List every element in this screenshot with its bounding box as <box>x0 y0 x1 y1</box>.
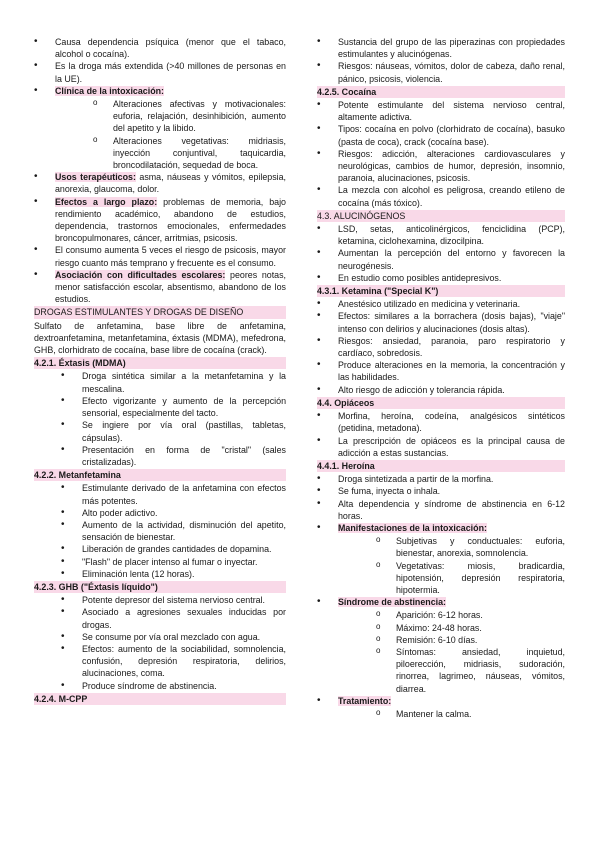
list-item: • Se consume por vía oral mezclado con agua. <box>34 631 286 643</box>
list-item: • Aumentan la percepción del entorno y favorecen la neurogénesis. <box>317 247 565 271</box>
asociacion-label: Asociación con dificultades escolares: <box>55 269 226 280</box>
sub-list-item: o Mantener la calma. <box>338 708 565 720</box>
left-column <box>34 36 286 706</box>
heading-extasis: 4.2.1. Éxtasis (MDMA) <box>34 357 286 369</box>
list-item: • Presentación en forma de "cristal" (sales cristalizadas). <box>34 444 286 468</box>
heading-mcpp: 4.2.4. M-CPP <box>34 693 286 705</box>
list-item <box>317 695 565 720</box>
sub-list-item: o Alteraciones vegetativas: midriasis, inyección conjuntival, taquicardia, broncodilatación, sequedad de boca. <box>55 135 286 172</box>
list-item: • Riesgos: ansiedad, paranoia, paro respiratorio y cardíaco, sobredosis. <box>317 335 565 359</box>
list-item <box>34 269 286 306</box>
list-item: • LSD, setas, anticolinérgicos, fenciclidina (PCP), ketamina, ciclohexamina, dizocilpina. <box>317 223 565 247</box>
cannabis-bullets <box>34 36 286 305</box>
right-column <box>317 36 565 720</box>
list-item <box>34 171 286 195</box>
mcpp-list <box>317 36 565 85</box>
list-item: • Produce alteraciones en la memoria, la concentración y las habilidades. <box>317 359 565 383</box>
list-item: • Anestésico utilizado en medicina y veterinaria. <box>317 298 565 310</box>
manifestaciones-sublist <box>338 535 565 596</box>
list-item: • Riesgos: náuseas, vómitos, dolor de cabeza, daño renal, pánico, psicosis, violencia. <box>317 60 565 84</box>
list-item: • Causa dependencia psíquica (menor que el tabaco, alcohol o cocaína). <box>34 36 286 60</box>
usos-label: Usos terapéuticos: <box>55 172 136 183</box>
sub-list-item: o Subjetivas y conductuales: euforia, bienestar, anorexia, somnolencia. <box>338 535 565 559</box>
list-item <box>34 85 286 171</box>
extasis-list <box>34 370 286 468</box>
section-paragraph: Sulfato de anfetamina, base libre de anfetamina, dextroanfetamina, metanfetamina, éxtasis (MDMA), mefedrona, GHB, clorhidrato de cocaína, base libre de cocaína (crack). <box>34 320 286 356</box>
heading-ketamina: 4.3.1. Ketamina ("Special K") <box>317 285 565 297</box>
metanfetamina-list <box>34 482 286 580</box>
heading-heroina: 4.4.1. Heroína <box>317 460 565 472</box>
tratamiento-sublist <box>338 708 565 720</box>
heading-ghb: 4.2.3. GHB ("Éxtasis líquido") <box>34 581 286 593</box>
sub-list-item: o Alteraciones afectivas y motivacionales: euforia, relajación, desinhibición, aumento del apetito y la libido. <box>55 98 286 135</box>
sub-list-item: o Aparición: 6-12 horas. <box>338 609 565 621</box>
alucinogenos-list <box>317 223 565 284</box>
list-item: • Efectos: aumento de la sociabilidad, somnolencia, confusión, depresión respiratoria, delirios, alucinaciones, coma. <box>34 643 286 680</box>
heading-opiaceos: 4.4. Opiáceos <box>317 397 565 409</box>
list-item: • Potente estimulante del sistema nervioso central, altamente adictiva. <box>317 99 565 123</box>
clinica-sublist <box>55 98 286 171</box>
abstinencia-heading: Síndrome de abstinencia: <box>338 597 447 608</box>
list-item: • Aumento de la actividad, disminución del apetito, sensación de bienestar. <box>34 519 286 543</box>
cocaina-list <box>317 99 565 209</box>
list-item: • Alto riesgo de adicción y tolerancia rápida. <box>317 384 565 396</box>
heading-alucinogenos: 4.3. ALUCINÓGENOS <box>317 210 565 222</box>
tratamiento-heading: Tratamiento: <box>338 695 392 706</box>
list-item <box>34 196 286 245</box>
list-item: • "Flash" de placer intenso al fumar o inyectar. <box>34 556 286 568</box>
list-item: • La prescripción de opiáceos es la principal causa de adicción a estas sustancias. <box>317 435 565 459</box>
list-item <box>317 596 565 695</box>
sub-list-item: o Síntomas: ansiedad, inquietud, piloerección, midriasis, sudoración, rinorrea, lagrimeo, náuseas, vómitos, diarrea. <box>338 646 565 695</box>
list-item: • En estudio como posibles antidepresivos. <box>317 272 565 284</box>
list-item: • Efecto vigorizante y aumento de la percepción sensorial, especialmente del tacto. <box>34 395 286 419</box>
list-item: • Estimulante derivado de la anfetamina con efectos más potentes. <box>34 482 286 506</box>
list-item: • Morfina, heroína, codeína, analgésicos sintéticos (petidina, metadona). <box>317 410 565 434</box>
heroina-list <box>317 473 565 720</box>
manifestaciones-heading: Manifestaciones de la intoxicación: <box>338 522 487 533</box>
sub-list-item: o Máximo: 24-48 horas. <box>338 622 565 634</box>
list-item: • Se fuma, inyecta o inhala. <box>317 485 565 497</box>
list-item: • Potente depresor del sistema nervioso central. <box>34 594 286 606</box>
usos-text: asma, náuseas y vómitos, epilepsia, anorexia, glaucoma, dolor. <box>55 172 287 195</box>
heading-metanfetamina: 4.2.2. Metanfetamina <box>34 469 286 481</box>
sub-list-item: o Remisión: 6-10 días. <box>338 634 565 646</box>
list-item: • Produce síndrome de abstinencia. <box>34 680 286 692</box>
list-item: • Sustancia del grupo de las piperazinas con propiedades estimulantes y alucinógenas. <box>317 36 565 60</box>
list-item: • Tipos: cocaína en polvo (clorhidrato de cocaína), basuko (pasta de coca), crack (cocaína base). <box>317 123 565 147</box>
list-item: • Riesgos: adicción, alteraciones cardiovasculares y neurológicas, cambios de humor, depresión, insomnio, paranoia, alucinaciones, psicosis. <box>317 148 565 185</box>
list-item: • Se ingiere por vía oral (pastillas, tabletas, cápsulas). <box>34 419 286 443</box>
abstinencia-sublist <box>338 609 565 694</box>
efectos-text: problemas de memoria, bajo rendimiento académico, abandono de estudios, dependencia, trastornos emocionales, enfermedades broncopulmonares, cáncer, arritmias, psicosis. <box>55 196 286 244</box>
asociacion-text: peores notas, menor satisfacción escolar, absentismo, abandono de los estudios. <box>55 269 287 305</box>
heading-cocaina: 4.2.5. Cocaína <box>317 86 565 98</box>
section-heading-estimulantes: DROGAS ESTIMULANTES Y DROGAS DE DISEÑO <box>34 306 286 318</box>
list-item: • Droga sintética similar a la metanfetamina y la mescalina. <box>34 370 286 394</box>
list-item: • Droga sintetizada a partir de la morfina. <box>317 473 565 485</box>
efectos-label: Efectos a largo plazo: <box>55 196 158 207</box>
list-item <box>317 522 565 596</box>
list-item: • Eliminación lenta (12 horas). <box>34 568 286 580</box>
opiaceos-list <box>317 410 565 459</box>
ghb-list <box>34 594 286 692</box>
clinica-heading: Clínica de la intoxicación: <box>55 85 164 96</box>
list-item: • Liberación de grandes cantidades de dopamina. <box>34 543 286 555</box>
ketamina-list <box>317 298 565 396</box>
list-item: • Alta dependencia y síndrome de abstinencia en 6-12 horas. <box>317 498 565 522</box>
list-item: • Efectos: similares a la borrachera (dosis bajas), "viaje" intenso con delirios y alucinaciones (dosis altas). <box>317 310 565 334</box>
list-item: • La mezcla con alcohol es peligrosa, creando etileno de cocaína (más tóxico). <box>317 184 565 208</box>
list-item: • El consumo aumenta 5 veces el riesgo de psicosis, mayor riesgo cuanto más temprano y frecuente es el consumo. <box>34 244 286 268</box>
list-item: • Alto poder adictivo. <box>34 507 286 519</box>
list-item: • Asociado a agresiones sexuales inducidas por drogas. <box>34 606 286 630</box>
list-item: • Es la droga más extendida (>40 millones de personas en la UE). <box>34 60 286 84</box>
sub-list-item: o Vegetativas: miosis, bradicardia, hipotensión, depresión respiratoria, hipotermia. <box>338 560 565 597</box>
